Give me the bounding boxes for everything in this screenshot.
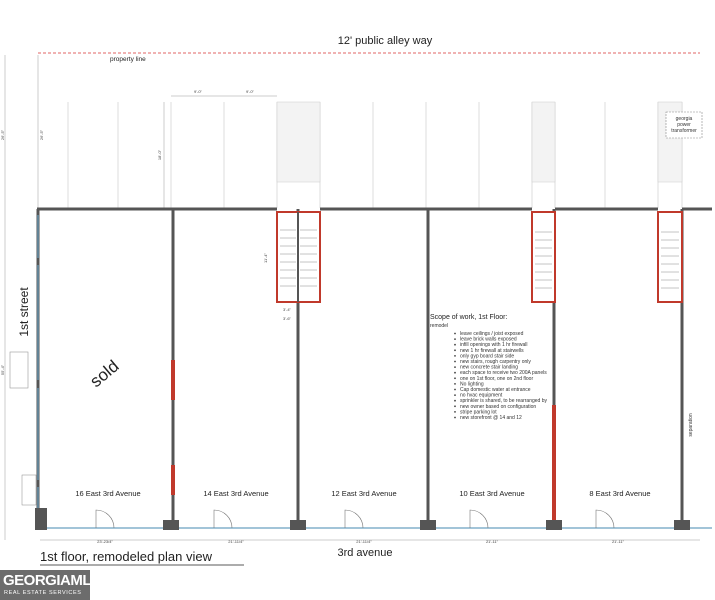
yard-stair-zone-2 [532, 102, 555, 182]
scope-item: one on 1st floor, one on 2nd floor [460, 375, 534, 382]
scope-item: new owner based on configuration [460, 403, 537, 410]
scope-item: new storefront @ 14 and 12 [460, 415, 522, 421]
plan-title: 1st floor, remodeled plan view [40, 549, 212, 564]
stairwell-3 [658, 212, 682, 302]
scope-item: no hvac equipment [460, 392, 503, 399]
street-front-label: 3rd avenue [337, 547, 393, 559]
unit-label: 14 East 3rd Avenue [203, 489, 269, 498]
logo-sub-text: REAL ESTATE SERVICES [4, 590, 82, 596]
side-bump [10, 352, 28, 388]
transformer-label-line3: transformer [671, 128, 697, 134]
scope-bullet [454, 349, 456, 351]
scope-item: No lighting [460, 381, 484, 388]
dim-lot-depth-inner: 26'-5" [39, 129, 44, 141]
unit-label: 8 East 3rd Avenue [589, 489, 651, 498]
scope-item: new stairs, rough carpentry only [460, 359, 531, 365]
scope-bullet [454, 394, 456, 396]
scope-item: infill openings with 1 hr firewall [460, 342, 528, 349]
separation-label: separation [688, 413, 694, 437]
unit-width: 21'-11" [611, 539, 625, 544]
building-walls [37, 209, 712, 528]
dim-yard-depth: 18'-0" [157, 149, 162, 161]
yard-stair-zone-1 [277, 102, 320, 182]
scope-bullet [454, 383, 456, 385]
scope-bullet [454, 355, 456, 357]
alley-label: 12' public alley way [337, 35, 433, 47]
scope-item: each space to receive two 200A panels [460, 370, 547, 377]
dim-building-depth: 55'-4" [0, 364, 5, 376]
scope-bullet [454, 377, 456, 379]
scope-bullet [454, 411, 456, 413]
stairwell-2 [532, 212, 555, 302]
scope-bullet [454, 417, 456, 419]
dim-stair-length: 11'-4" [263, 253, 268, 263]
scope-of-work [430, 314, 547, 421]
logo-main-text: GEORGIAMLS [3, 572, 101, 589]
scope-subheading: remodel [430, 323, 449, 329]
scope-item: new concrete stair landing [460, 364, 519, 371]
unit-label: 16 East 3rd Avenue [75, 489, 141, 498]
scope-item: leave ceilings / joist exposed [460, 331, 524, 337]
scope-item: sprinkler is shared, to be rearranged by [460, 398, 547, 405]
dim-bay-b: 9'-0" [246, 89, 254, 94]
scope-heading: Scope of work, 1st Floor: [430, 314, 508, 321]
scope-item: leave brick walls exposed [460, 336, 517, 343]
transformer-label-line2: power [677, 122, 691, 128]
scope-item: stripe parking lot [460, 409, 497, 416]
unit-width: 21'-11" [485, 539, 499, 544]
unit-label: 10 East 3rd Avenue [459, 489, 525, 498]
property-line-label: property line [110, 56, 146, 63]
scope-bullet [454, 366, 456, 368]
stairwell-1 [277, 212, 320, 302]
dim-lot-depth-left: 26'-5" [0, 129, 5, 141]
unit-width: 21'-11/4" [356, 539, 372, 544]
scope-bullet [454, 405, 456, 407]
front-wall [35, 508, 712, 530]
scope-bullet [454, 372, 456, 374]
scope-bullet [454, 361, 456, 363]
scope-bullet [454, 389, 456, 391]
scope-bullet [454, 344, 456, 346]
unit-width: 23'-23/4" [97, 539, 113, 544]
street-side-label: 1st street [17, 287, 31, 337]
scope-item: only gyp board stair side [460, 353, 515, 360]
georgiamls-logo [0, 570, 101, 600]
dim-stair-width-1: 3'-4" [283, 307, 291, 312]
scope-bullet [454, 333, 456, 335]
scope-item: Cap domestic water at entrance [460, 387, 531, 393]
scope-bullet [454, 338, 456, 340]
scope-bullet [454, 400, 456, 402]
scope-item: new 1 hr firewall at stairwells [460, 347, 524, 354]
side-entry-steps [22, 475, 36, 505]
unit-width: 21'-11/4" [228, 539, 244, 544]
sold-label: sold [86, 356, 123, 392]
unit-label: 12 East 3rd Avenue [331, 489, 397, 498]
transformer-label-line1: georgia [675, 116, 693, 122]
dim-bay-a: 9'-0" [194, 89, 202, 94]
dim-stair-width-2: 3'-6" [283, 316, 291, 321]
